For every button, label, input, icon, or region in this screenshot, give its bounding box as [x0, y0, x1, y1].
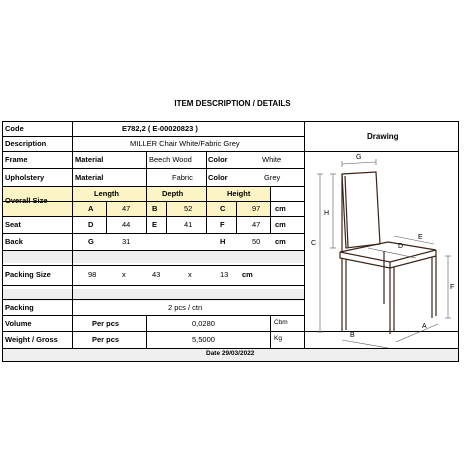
diagram-label-d: D	[398, 243, 404, 250]
dim-g-value: 31	[122, 237, 131, 246]
seat-unit: cm	[275, 220, 286, 229]
description-value: MILLER Chair White/Fabric Grey	[130, 139, 240, 148]
frame-color-label: Color	[208, 155, 228, 164]
diagram-label-a: A	[422, 323, 427, 330]
packing-label: Packing	[5, 303, 34, 312]
frame-material-label: Material	[75, 155, 104, 164]
item-sheet	[2, 121, 459, 361]
dim-h-label: H	[220, 237, 226, 246]
page-title: ITEM DESCRIPTION / DETAILS	[174, 99, 291, 108]
upholstery-color-label: Color	[208, 173, 228, 182]
weight-unit: Kg	[274, 335, 282, 342]
dim-b-value: 52	[184, 204, 193, 213]
dim-e-label: E	[152, 220, 158, 229]
drawing-label: Drawing	[367, 132, 399, 141]
packing-size-unit: cm	[242, 270, 253, 279]
upholstery-color: Grey	[264, 173, 281, 182]
dim-h-value: 50	[252, 237, 261, 246]
packing-size-depth: 43	[152, 270, 161, 279]
dim-a-label: A	[88, 204, 94, 213]
upholstery-label: Upholstery	[5, 173, 45, 182]
chair-drawing	[306, 152, 456, 348]
dim-d-value: 44	[122, 220, 131, 229]
overall-unit: cm	[275, 204, 286, 213]
diagram-label-b: B	[350, 332, 355, 339]
diagram-label-c: C	[311, 240, 317, 247]
dim-c-value: 97	[252, 204, 261, 213]
packing-size-label: Packing Size	[5, 270, 51, 279]
dim-a-value: 47	[122, 204, 131, 213]
frame-label: Frame	[5, 155, 28, 164]
packing-size-x2: x	[188, 270, 192, 279]
dim-b-label: B	[152, 204, 158, 213]
diagram-label-e: E	[418, 234, 423, 241]
back-unit: cm	[275, 237, 286, 246]
seat-label: Seat	[5, 220, 21, 229]
code-label: Code	[5, 124, 24, 133]
dim-f-value: 47	[252, 220, 261, 229]
dim-f-label: F	[220, 220, 225, 229]
packing-size-length: 98	[88, 270, 97, 279]
weight-value: 5,5000	[192, 335, 215, 344]
dim-g-label: G	[88, 237, 94, 246]
dim-d-label: D	[88, 220, 94, 229]
packing-value: 2 pcs / ctn	[168, 303, 203, 312]
volume-label: Volume	[5, 319, 32, 328]
blank-row-shade	[2, 251, 304, 263]
diagram-label-g: G	[356, 154, 362, 161]
volume-unit: Cbm	[274, 319, 288, 326]
dim-c-label: C	[220, 204, 226, 213]
back-label: Back	[5, 237, 23, 246]
date-label: Date 29/03/2022	[206, 350, 255, 357]
weight-per: Per pcs	[92, 335, 120, 344]
upholstery-material-label: Material	[75, 173, 104, 182]
diagram-label-h: H	[324, 210, 330, 217]
weight-label: Weight / Gross	[5, 335, 58, 344]
volume-per: Per pcs	[92, 319, 120, 328]
frame-material: Beech Wood	[149, 155, 192, 164]
code-value: E782,2 ( E-00020823 )	[122, 124, 198, 133]
dim-e-value: 41	[184, 220, 193, 229]
upholstery-material: Fabric	[172, 173, 193, 182]
description-label: Description	[5, 139, 47, 148]
depth-label: Depth	[162, 189, 184, 198]
height-label: Height	[227, 189, 251, 198]
frame-color: White	[262, 155, 282, 164]
packing-size-x1: x	[122, 270, 126, 279]
diagram-label-f: F	[450, 284, 455, 291]
overall-size-label: Overall Size	[5, 196, 48, 205]
length-label: Length	[94, 189, 119, 198]
packing-size-height: 13	[220, 270, 229, 279]
volume-value: 0,0280	[192, 319, 215, 328]
